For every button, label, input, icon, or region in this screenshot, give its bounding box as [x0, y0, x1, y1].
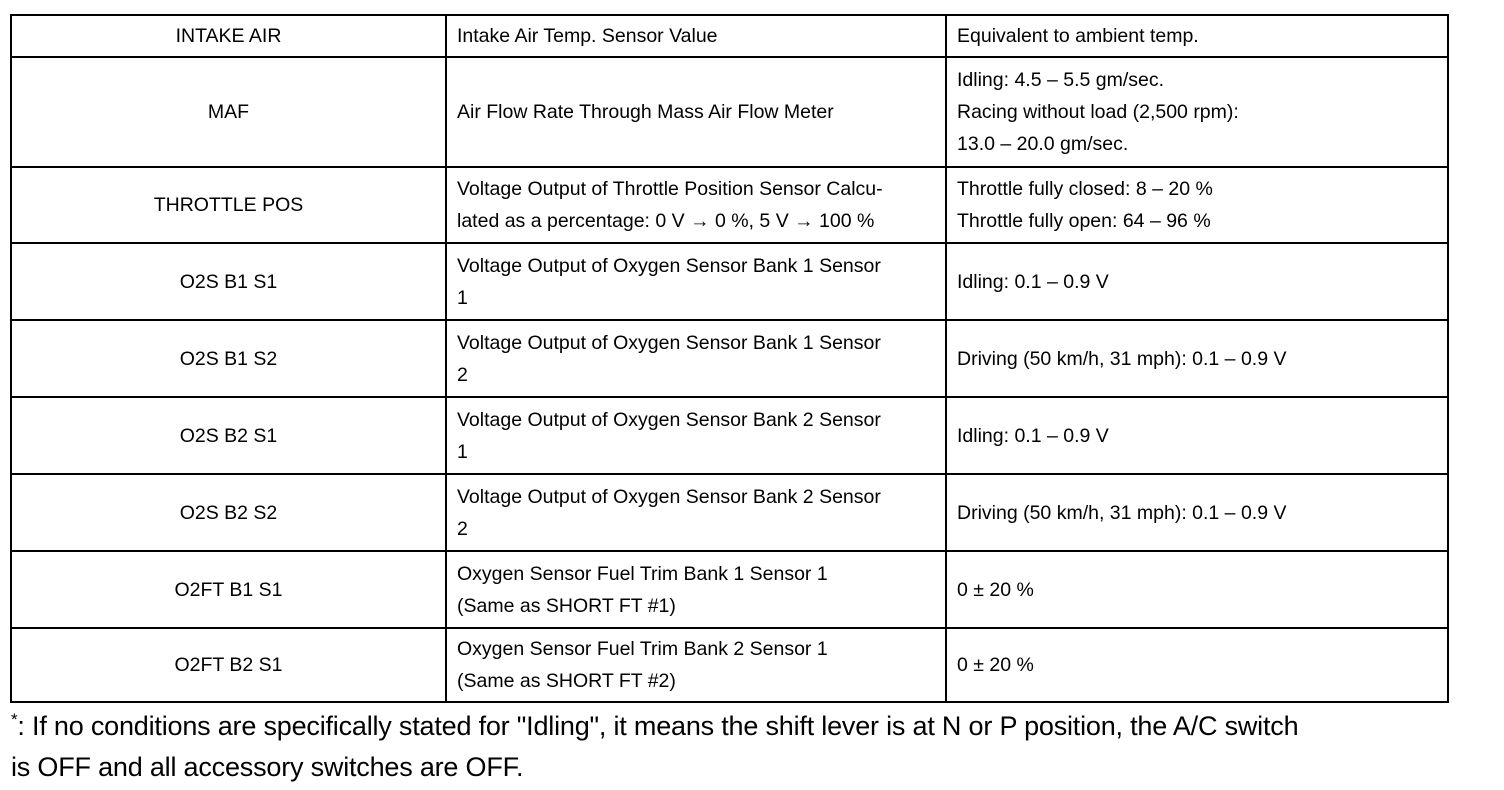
- data-list-table: [10, 14, 1449, 703]
- normal-condition-line: 13.0 – 20.0 gm/sec.: [957, 133, 1129, 155]
- table-row: [11, 57, 1448, 167]
- table-body: [11, 15, 1448, 702]
- table-row: [11, 474, 1448, 551]
- measurement-item-line: 1: [457, 286, 468, 309]
- normal-condition-line: Driving (50 km/h, 31 mph): 0.1 – 0.9 V: [957, 347, 1287, 370]
- tester-display-item-cell: [11, 628, 446, 702]
- measurement-item-cell: [446, 57, 946, 167]
- normal-condition-line: Racing without load (2,500 rpm):: [957, 101, 1239, 123]
- tester-display-item-cell: [11, 320, 446, 397]
- measurement-item-cell: [446, 397, 946, 474]
- tester-display-item-cell: [11, 397, 446, 474]
- tester-display-item-cell: [11, 551, 446, 628]
- table-row: [11, 167, 1448, 243]
- measurement-item-cell: [446, 628, 946, 702]
- normal-condition-cell: [946, 551, 1448, 628]
- normal-condition-line: Idling: 0.1 – 0.9 V: [957, 270, 1109, 293]
- tester-display-item: O2S B2 S1: [179, 424, 278, 447]
- normal-condition-line: Throttle fully open: 64 – 96 %: [957, 210, 1211, 232]
- measurement-item-line: (Same as SHORT FT #2): [457, 670, 676, 692]
- normal-condition-cell: [946, 167, 1448, 243]
- measurement-item-line: 1: [457, 440, 468, 463]
- normal-condition-line: 0 ± 20 %: [957, 578, 1034, 601]
- normal-condition-cell: [946, 397, 1448, 474]
- normal-condition-line: Driving (50 km/h, 31 mph): 0.1 – 0.9 V: [957, 501, 1287, 524]
- normal-condition-line: 0 ± 20 %: [957, 654, 1034, 676]
- normal-condition-line: Idling: 0.1 – 0.9 V: [957, 424, 1109, 447]
- normal-condition-line: Idling: 4.5 – 5.5 gm/sec.: [957, 69, 1165, 91]
- measurement-item-line: Oxygen Sensor Fuel Trim Bank 2 Sensor 1: [457, 638, 828, 660]
- normal-condition-cell: [946, 57, 1448, 167]
- footnote-line-1: : If no conditions are specifically stated for "Idling", it means the shift lever is at N or P position, the A/C switch: [17, 711, 1299, 741]
- normal-condition-line: Throttle fully closed: 8 – 20 %: [957, 178, 1213, 200]
- tester-display-item-cell: [11, 167, 446, 243]
- footnote-marker: *: [11, 710, 18, 729]
- normal-condition-line: Equivalent to ambient temp.: [957, 25, 1199, 47]
- measurement-item-line: Voltage Output of Throttle Position Sensor Calcu-: [457, 178, 883, 200]
- footnote: [11, 706, 1461, 788]
- measurement-item-line: Voltage Output of Oxygen Sensor Bank 2 Sensor: [457, 485, 881, 508]
- tester-display-item: O2S B1 S1: [179, 270, 278, 293]
- tester-display-item-cell: [11, 474, 446, 551]
- measurement-item-cell: [446, 320, 946, 397]
- normal-condition-cell: [946, 15, 1448, 57]
- table-row: [11, 320, 1448, 397]
- tester-display-item: O2S B2 S2: [179, 501, 278, 524]
- measurement-item-cell: [446, 243, 946, 320]
- tester-display-item: O2S B1 S2: [179, 347, 278, 370]
- measurement-item-cell: [446, 15, 946, 57]
- measurement-item-line: lated as a percentage: 0 V → 0 %, 5 V → 100 %: [457, 210, 875, 232]
- tester-display-item-cell: [11, 243, 446, 320]
- measurement-item-line: Voltage Output of Oxygen Sensor Bank 2 Sensor: [457, 408, 881, 431]
- tester-display-item: INTAKE AIR: [175, 25, 282, 47]
- measurement-item-line: Voltage Output of Oxygen Sensor Bank 1 Sensor: [457, 331, 881, 354]
- measurement-item-cell: [446, 474, 946, 551]
- footnote-line-2: is OFF and all accessory switches are OFF.: [11, 752, 524, 782]
- measurement-item-line: 2: [457, 517, 468, 540]
- tester-display-item: O2FT B2 S1: [174, 654, 283, 676]
- tester-display-item: THROTTLE POS: [153, 194, 304, 216]
- tester-display-item-cell: [11, 57, 446, 167]
- normal-condition-cell: [946, 474, 1448, 551]
- tester-display-item: O2FT B1 S1: [174, 578, 283, 601]
- tester-display-item-cell: [11, 15, 446, 57]
- normal-condition-cell: [946, 243, 1448, 320]
- data-list-table-container: [10, 14, 1447, 703]
- tester-display-item: MAF: [207, 101, 250, 123]
- table-row: [11, 15, 1448, 57]
- normal-condition-cell: [946, 320, 1448, 397]
- table-row: [11, 397, 1448, 474]
- measurement-item-line: Intake Air Temp. Sensor Value: [457, 25, 718, 47]
- table-row: [11, 628, 1448, 702]
- measurement-item-line: 2: [457, 363, 468, 386]
- measurement-item-line: Voltage Output of Oxygen Sensor Bank 1 Sensor: [457, 254, 881, 277]
- measurement-item-cell: [446, 551, 946, 628]
- table-row: [11, 551, 1448, 628]
- measurement-item-line: (Same as SHORT FT #1): [457, 594, 676, 617]
- table-row: [11, 243, 1448, 320]
- measurement-item-line: Oxygen Sensor Fuel Trim Bank 1 Sensor 1: [457, 562, 828, 585]
- measurement-item-cell: [446, 167, 946, 243]
- normal-condition-cell: [946, 628, 1448, 702]
- measurement-item-line: Air Flow Rate Through Mass Air Flow Meter: [457, 101, 834, 123]
